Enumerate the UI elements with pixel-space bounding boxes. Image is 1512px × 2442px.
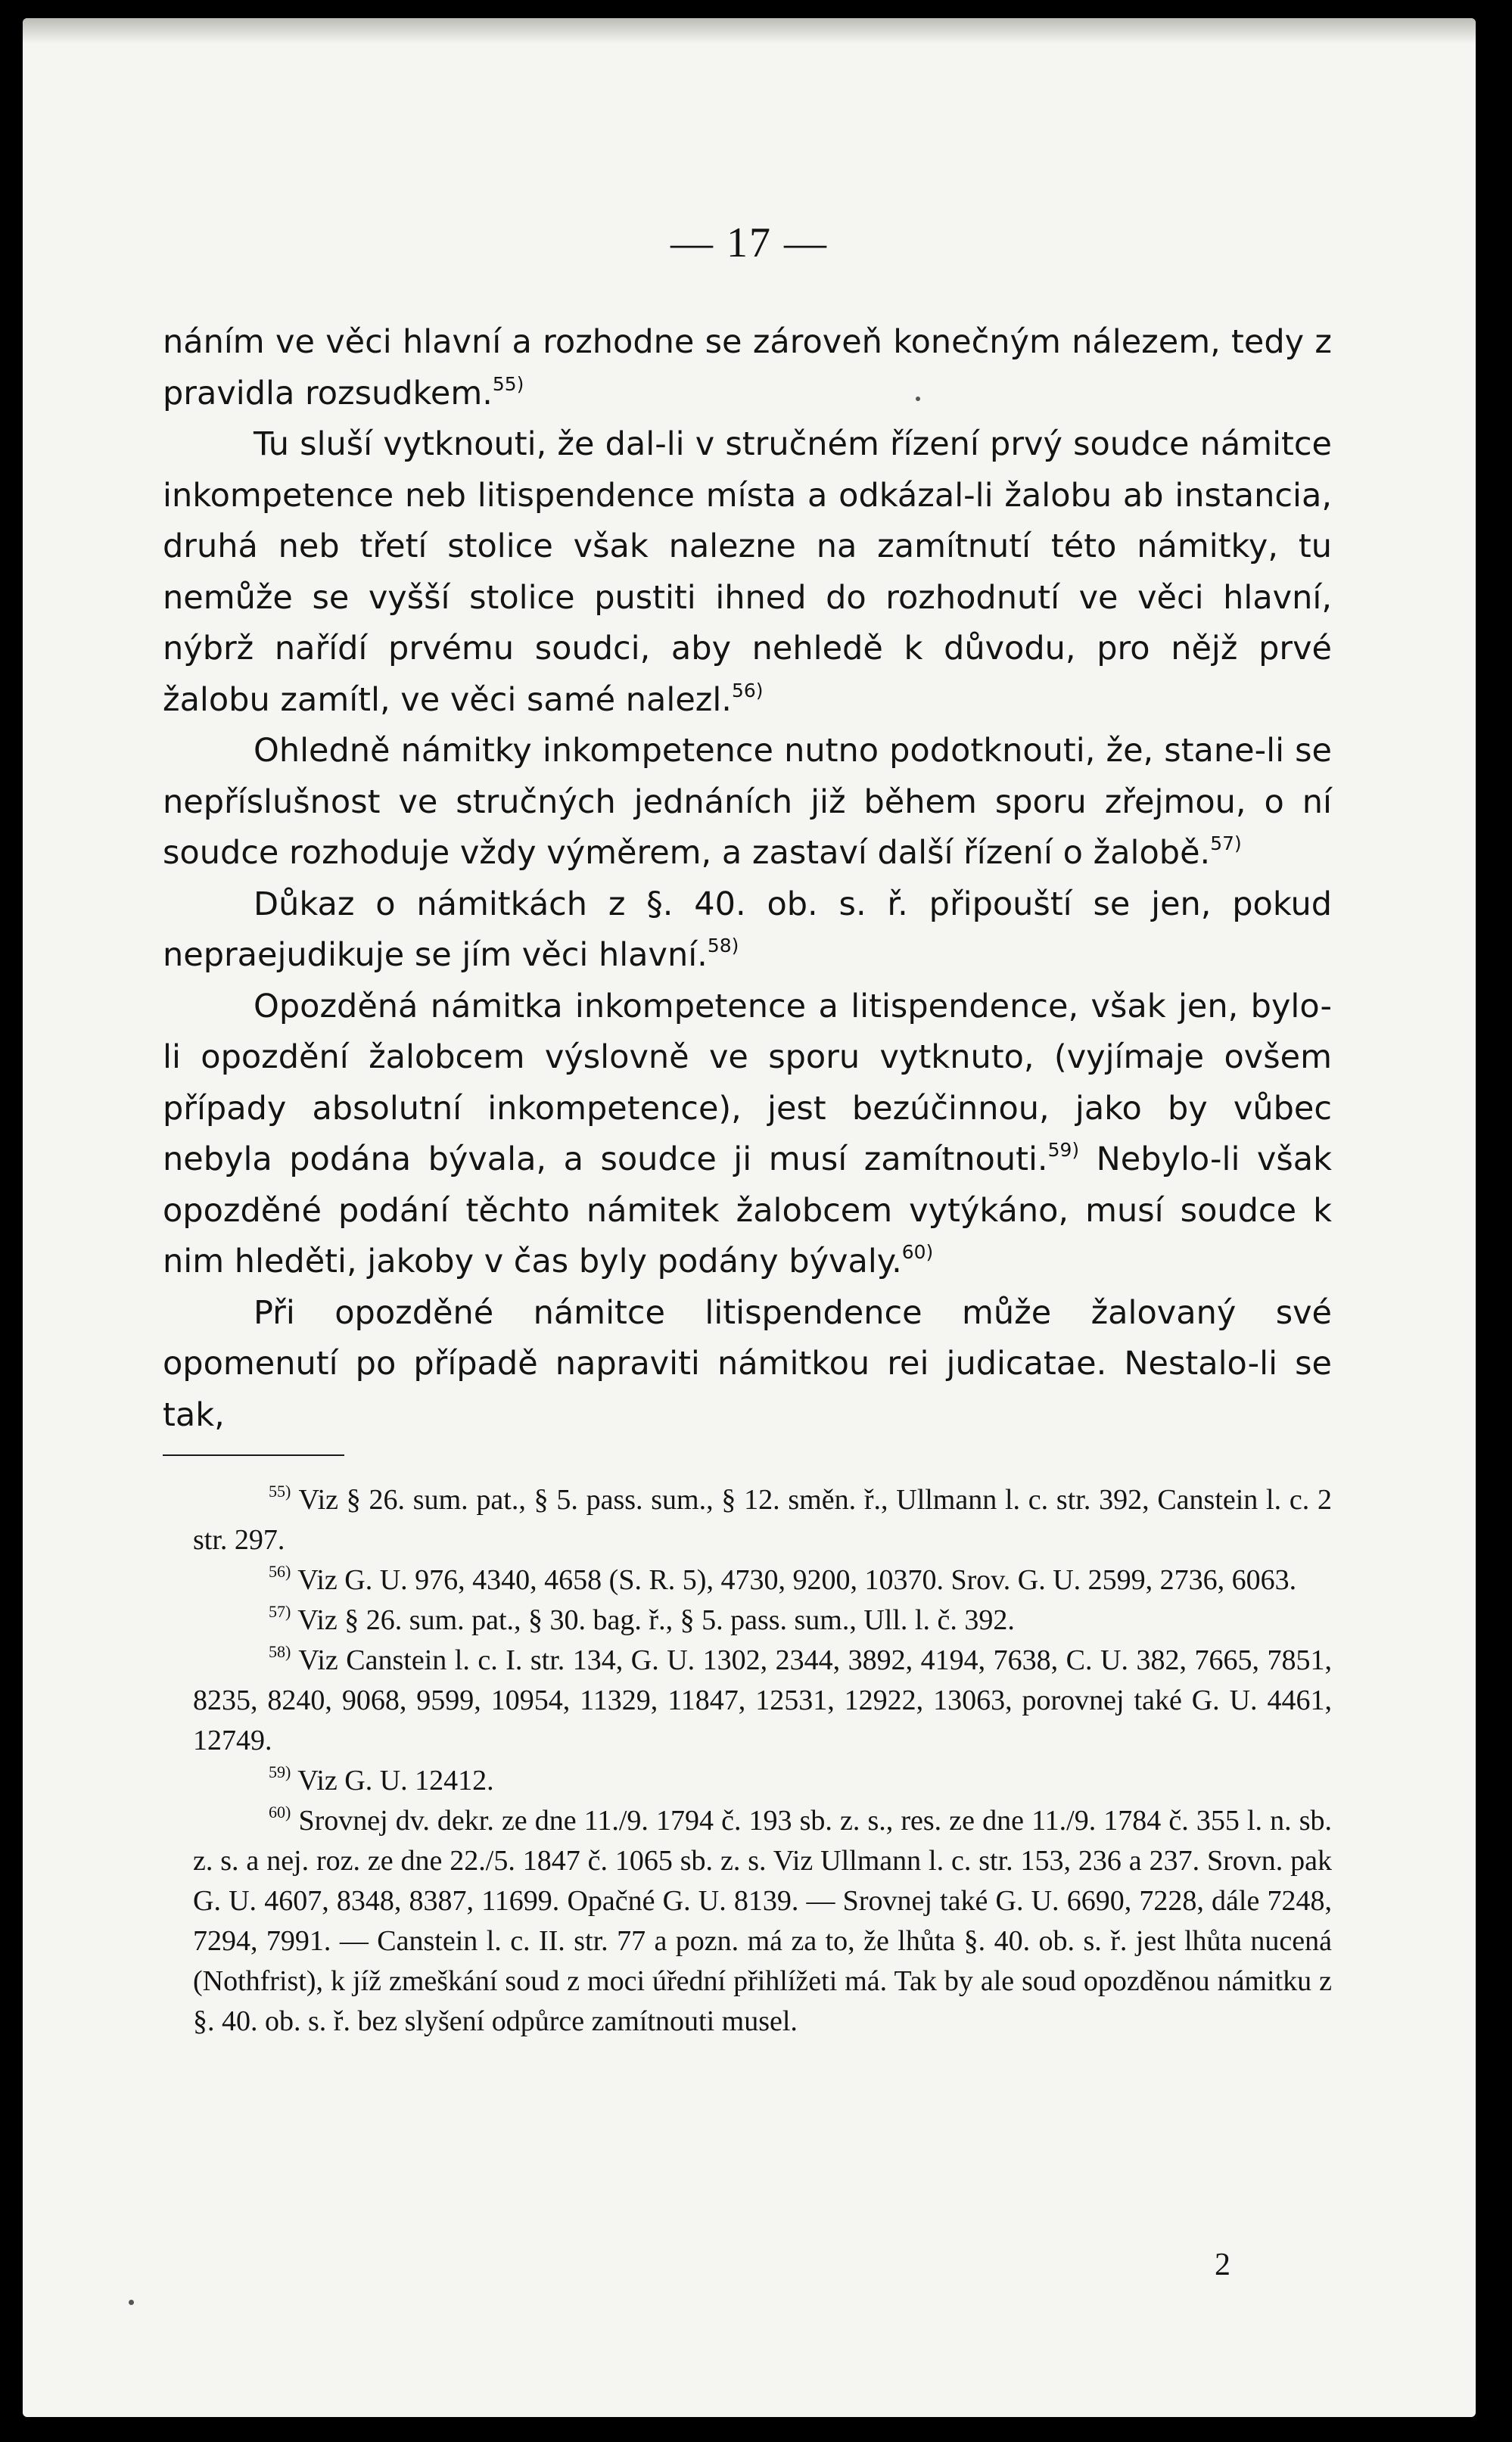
body-paragraph: Ohledně námitky inkompetence nutno podotknouti, že, stane-li se nepříslušnost ve stručných jednáních již během sporu zřejmou, o ní soudce rozhoduje vždy výměrem, a zastaví další řízení o žalobě.$^{57)}$ xyxy=(163,732,1332,872)
footnote-number: 58) xyxy=(269,1642,291,1662)
scan-speck xyxy=(916,397,920,401)
body-paragraph: Tu sluší vytknouti, že dal-li v stručném řízení prvý soudce námitce inkompetence neb litispendence místa a odkázal-li žalobu ab instancia, druhá neb třetí stolice však nalezne na zamítnutí této námitky, tu nemůže se vyšší stolice pustiti ihned do rozhodnutí ve věci hlavní, nýbrž nařídí prvému soudci, aby nehledě k důvodu, pro nějž prvé žalobu zamítl, ve věci samé nalezl.$^{56)}$ xyxy=(163,425,1332,719)
footnote-ref: 59) xyxy=(1047,1139,1080,1162)
body-paragraph: náním ve věci hlavní a rozhodne se zároveň konečným nálezem, tedy z pravidla rozsudkem.$^{55)}$ xyxy=(163,323,1332,412)
footnote: $^{60)}$ Srovnej dv. dekr. ze dne 11./9. 1794 č. 193 sb. z. s., res. ze dne 11./9. 1784 č. 355 l. n. sb. z. s. a nej. roz. ze dne 22./5. 1847 č. 1065 sb. z. s. Viz Ullmann l. c. str. 153, 236 a 237. Srovn. pak G. U. 4607, 8348, 8387, 11699. Opačné G. U. 8139. — Srovnej také G. U. 6690, 7228, dále 7248, 7294, 7991. — Canstein l. c. II. str. 77 a pozn. má za to, že lhůta §. 40. ob. s. ř. jest lhůta nucená (Nothfrist), k jíž zmeškání soud z moci úřední přihlížeti má. Tak by ale soud opozděnou námitku z §. 40. ob. s. ř. bez slyšení odpůrce zamítnouti musel. xyxy=(193,1803,1333,2037)
footnote: $^{57)}$ Viz § 26. sum. pat., § 30. bag. ř., § 5. pass. sum., Ull. l. č. 392. xyxy=(269,1602,1015,1636)
footnote-ref: 57) xyxy=(1210,832,1242,855)
footnote-ref: 56) xyxy=(731,679,764,701)
footnote-ref: 55) xyxy=(492,372,524,395)
body-paragraph: Při opozděné námitce litispendence může žalovaný své opomenutí po případě napraviti námitkou rei judicatae. Nestalo-li se tak, xyxy=(163,1293,1332,1434)
signature-mark: 2 xyxy=(1215,2248,1230,2282)
body-paragraph: Opozděná námitka inkompetence a litispendence, však jen, bylo-li opozdění žalobcem výslovně ve sporu vytknuto, (vyjímaje ovšem případy absolutní inkompetence), jest bezúčinnou, jako by vůbec nebyla podána bývala, a soudce ji musí zamítnouti.$^{59)}$ Nebylo-li však opozděné podání těchto námitek žalobcem vytýkáno, musí soudce k nim hleděti, jakoby v čas byly podány bývaly.$^{60)}$ xyxy=(163,987,1333,1280)
footnotes xyxy=(193,1480,1333,2042)
footnote: $^{56)}$ Viz G. U. 976, 4340, 4658 (S. R. 5), 4730, 9200, 10370. Srov. G. U. 2599, 2736, 6063. xyxy=(269,1562,1297,1596)
footnote-number: 60) xyxy=(269,1803,291,1822)
footnote: $^{55)}$ Viz § 26. sum. pat., § 5. pass. sum., § 12. směn. ř., Ullmann l. c. str. 392, Canstein l. c. 2 str. 297. xyxy=(193,1482,1332,1556)
footnote-number: 56) xyxy=(269,1562,291,1582)
body-paragraph: Důkaz o námitkách z §. 40. ob. s. ř. připouští se jen, pokud nepraejudikuje se jím věci hlavní.$^{58)}$ xyxy=(163,885,1332,974)
footnote-number: 57) xyxy=(269,1602,291,1622)
scan-speck xyxy=(129,2300,134,2305)
scanned-page xyxy=(23,18,1476,2417)
scan-edge-shadow xyxy=(23,18,1476,44)
footnote-separator xyxy=(163,1454,344,1456)
page-number: — 17 — xyxy=(670,219,828,266)
footnote-number: 55) xyxy=(269,1482,291,1501)
footnote-ref: 60) xyxy=(901,1241,934,1264)
footnote-number: 59) xyxy=(269,1762,291,1782)
footnote-ref: 58) xyxy=(707,935,739,957)
footnote: $^{58)}$ Viz Canstein l. c. I. str. 134, G. U. 1302, 2344, 3892, 4194, 7638, C. U. 382, 7665, 7851, 8235, 8240, 9068, 9599, 10954, 11329, 11847, 12531, 12922, 13063, porovnej také G. U. 4461, 12749. xyxy=(193,1642,1332,1756)
footnote: $^{59)}$ Viz G. U. 12412. xyxy=(269,1762,494,1797)
main-text xyxy=(163,317,1332,1441)
